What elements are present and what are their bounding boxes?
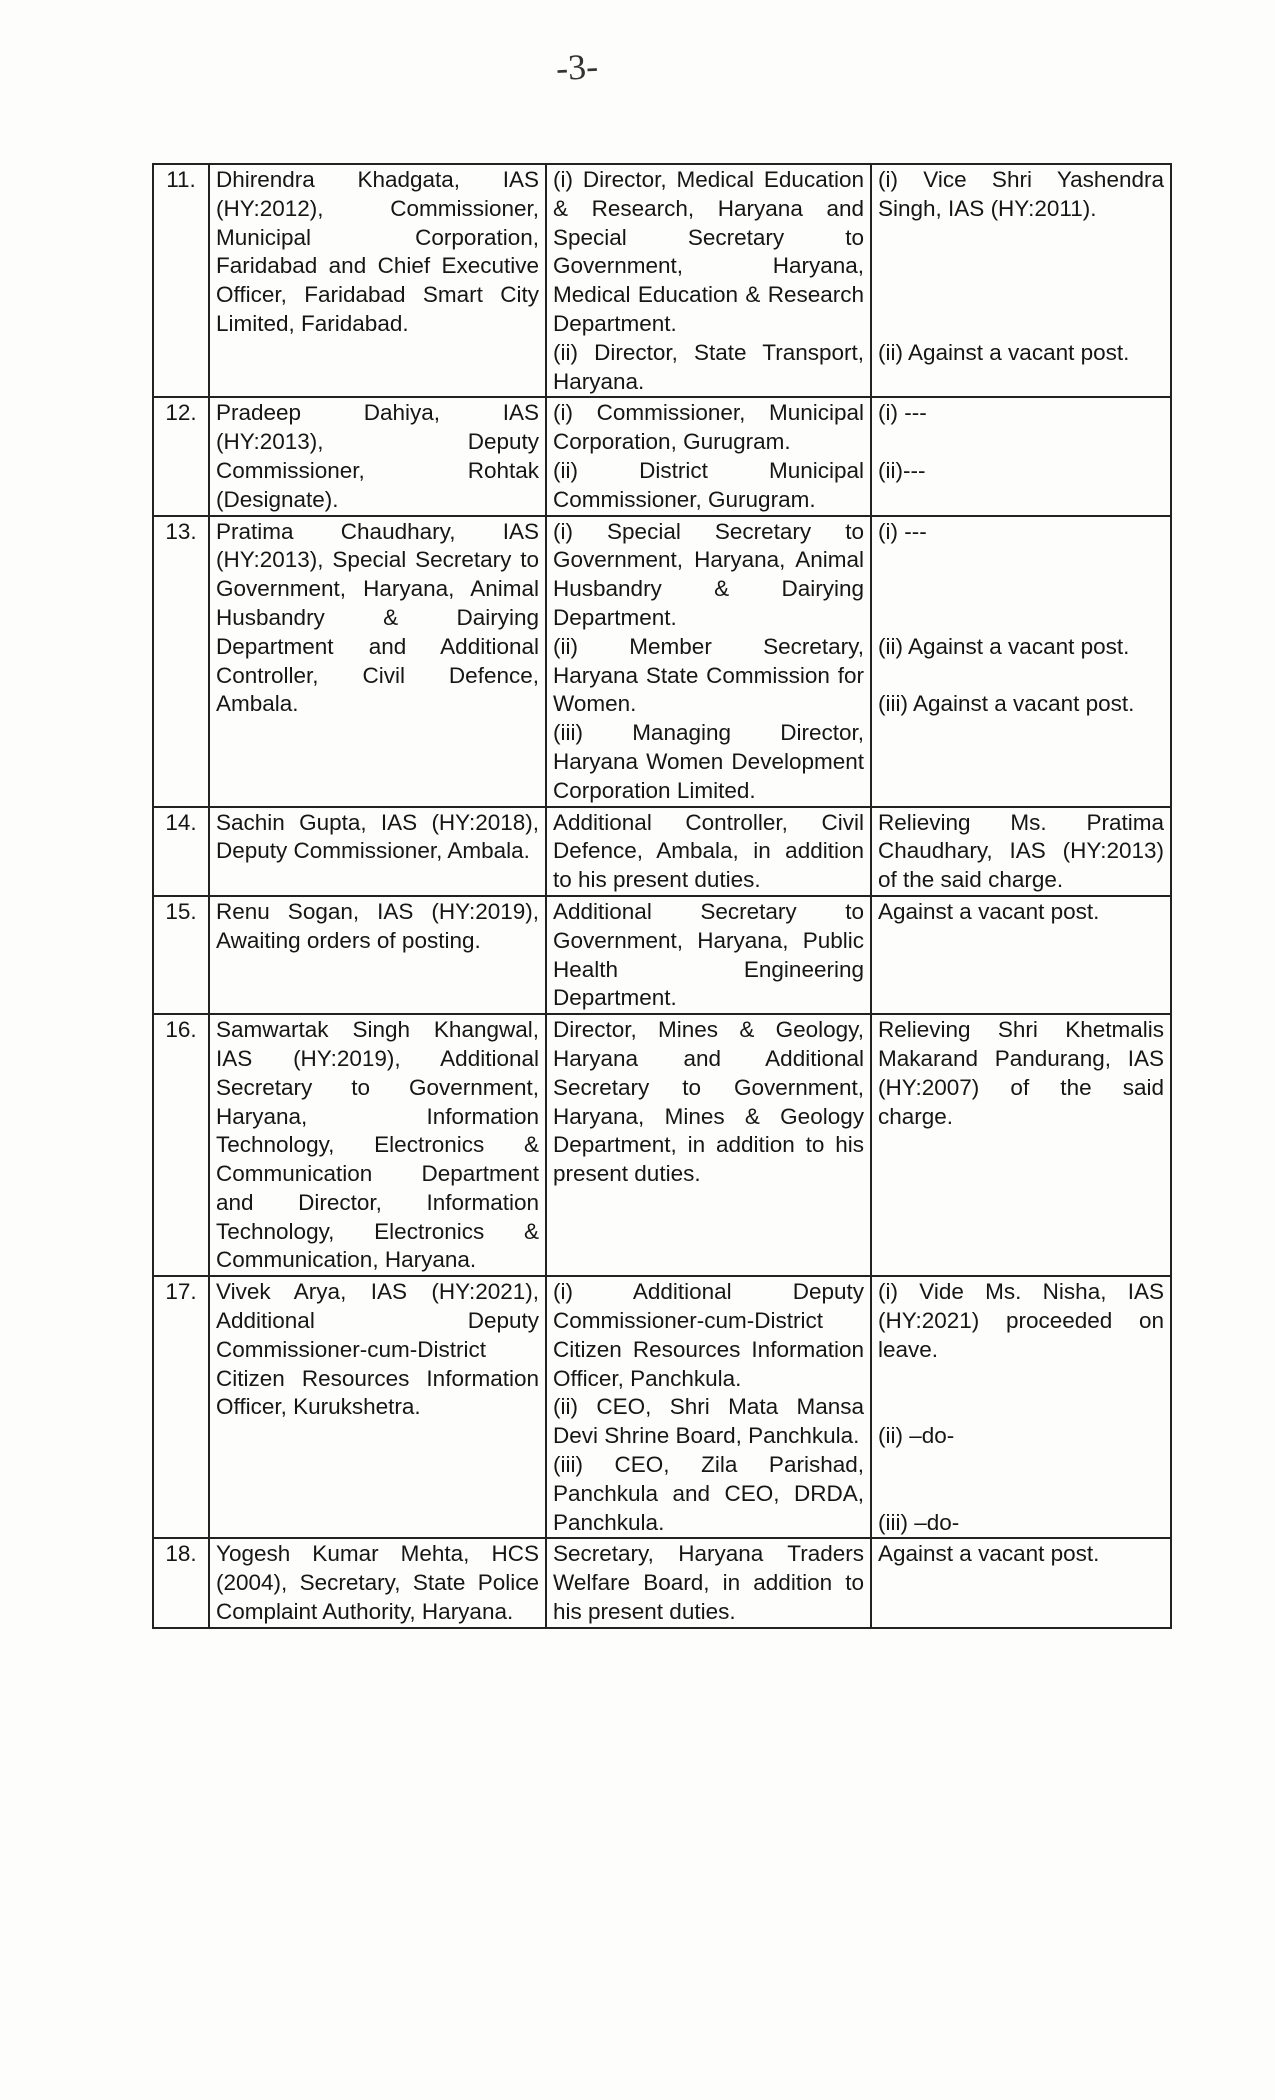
new-posting: [546, 516, 871, 807]
table-row: [153, 164, 1171, 397]
remark-item: Against a vacant post.: [878, 898, 1100, 924]
posting-item: (i) Commissioner, Municipal Corporation, Gurugram.: [553, 400, 864, 455]
posting-item: (ii) District Municipal Commissioner, Gurugram.: [553, 457, 864, 512]
posting-item: (i) Director, Medical Education & Research, Haryana and Special Secretary to Government, Haryana, Medical Education & Research Department.: [553, 167, 864, 336]
officer-details: Vivek Arya, IAS (HY:2021), Additional Deputy Commissioner-cum-District Citizen Resources Information Officer, Kurukshetra.: [209, 1276, 546, 1538]
remark-item: (ii) Against a vacant post.: [878, 633, 1130, 659]
table-row: [153, 1538, 1171, 1627]
officer-details: Sachin Gupta, IAS (HY:2018), Deputy Commissioner, Ambala.: [209, 807, 546, 896]
page-number: -3-: [554, 45, 600, 89]
remark-item: (i) Vide Ms. Nisha, IAS (HY:2021) proceeded on leave.: [878, 1279, 1164, 1362]
new-posting: [546, 1276, 871, 1538]
posting-item: Director, Mines & Geology, Haryana and Additional Secretary to Government, Haryana, Mines & Geology Department, in addition to his present duties.: [553, 1017, 864, 1187]
remark-item: Relieving Ms. Pratima Chaudhary, IAS (HY:2013) of the said charge.: [878, 809, 1164, 893]
posting-item: (iii) Managing Director, Haryana Women Development Corporation Limited.: [553, 720, 864, 803]
officer-details: Renu Sogan, IAS (HY:2019), Awaiting orders of posting.: [209, 896, 546, 1014]
remark-item: (ii) –do-: [878, 1423, 955, 1449]
officer-details: Pratima Chaudhary, IAS (HY:2013), Special Secretary to Government, Haryana, Animal Husbandry & Dairying Department and Additional Controller, Civil Defence, Ambala.: [209, 516, 546, 807]
officer-details: Yogesh Kumar Mehta, HCS (2004), Secretary, State Police Complaint Authority, Haryana.: [209, 1538, 546, 1627]
posting-item: (ii) Director, State Transport, Haryana.: [553, 339, 864, 394]
posting-item: (ii) CEO, Shri Mata Mansa Devi Shrine Board, Panchkula.: [553, 1394, 864, 1449]
remark-item: (i) Vice Shri Yashendra Singh, IAS (HY:2011).: [878, 167, 1164, 221]
new-posting: [546, 1014, 871, 1276]
posting-item: Additional Controller, Civil Defence, Ambala, in addition to his present duties.: [553, 809, 864, 893]
remark-item: (ii)---: [878, 457, 926, 483]
remark-item: (iii) Against a vacant post.: [878, 691, 1135, 717]
remarks: [871, 516, 1171, 807]
new-posting: [546, 807, 871, 896]
table-row: [153, 896, 1171, 1014]
remark-item: (i) ---: [878, 400, 927, 426]
posting-item: Secretary, Haryana Traders Welfare Board, in addition to his present duties.: [553, 1541, 864, 1625]
new-posting: [546, 896, 871, 1014]
remarks: [871, 807, 1171, 896]
remarks: [871, 397, 1171, 515]
serial-number: 15.: [153, 896, 209, 1014]
remark-item: Against a vacant post.: [878, 1541, 1100, 1567]
remark-item: (i) ---: [878, 518, 927, 544]
officer-details: Pradeep Dahiya, IAS (HY:2013), Deputy Commissioner, Rohtak (Designate).: [209, 397, 546, 515]
serial-number: 18.: [153, 1538, 209, 1627]
table-row: [153, 397, 1171, 515]
remark-item: Relieving Shri Khetmalis Makarand Pandurang, IAS (HY:2007) of the said charge.: [878, 1017, 1164, 1129]
table-row: [153, 1276, 1171, 1538]
remarks: [871, 896, 1171, 1014]
serial-number: 17.: [153, 1276, 209, 1538]
posting-item: (i) Special Secretary to Government, Haryana, Animal Husbandry & Dairying Department.: [553, 518, 864, 630]
serial-number: 12.: [153, 397, 209, 515]
officer-details: Samwartak Singh Khangwal, IAS (HY:2019), Additional Secretary to Government, Haryana, Information Technology, Electronics & Communication Department and Director, Information Technology, Electronics & Communication, Haryana.: [209, 1014, 546, 1276]
remarks: [871, 1538, 1171, 1627]
remark-item: (ii) Against a vacant post.: [878, 339, 1130, 365]
posting-item: (iii) CEO, Zila Parishad, Panchkula and CEO, DRDA, Panchkula.: [553, 1452, 864, 1535]
remark-item: (iii) –do-: [878, 1509, 960, 1535]
new-posting: [546, 1538, 871, 1627]
posting-item: Additional Secretary to Government, Haryana, Public Health Engineering Department.: [553, 898, 864, 1011]
remarks: [871, 164, 1171, 397]
remarks: [871, 1276, 1171, 1538]
new-posting: [546, 164, 871, 397]
serial-number: 14.: [153, 807, 209, 896]
serial-number: 11.: [153, 164, 209, 397]
serial-number: 13.: [153, 516, 209, 807]
remarks: [871, 1014, 1171, 1276]
posting-item: (i) Additional Deputy Commissioner-cum-District Citizen Resources Information Officer, Panchkula.: [553, 1279, 864, 1391]
serial-number: 16.: [153, 1014, 209, 1276]
posting-orders-table: [152, 163, 1172, 1629]
table-row: [153, 807, 1171, 896]
officer-details: Dhirendra Khadgata, IAS (HY:2012), Commissioner, Municipal Corporation, Faridabad and Chief Executive Officer, Faridabad Smart City Limited, Faridabad.: [209, 164, 546, 397]
table-row: [153, 516, 1171, 807]
table-row: [153, 1014, 1171, 1276]
posting-item: (ii) Member Secretary, Haryana State Commission for Women.: [553, 633, 864, 717]
new-posting: [546, 397, 871, 515]
